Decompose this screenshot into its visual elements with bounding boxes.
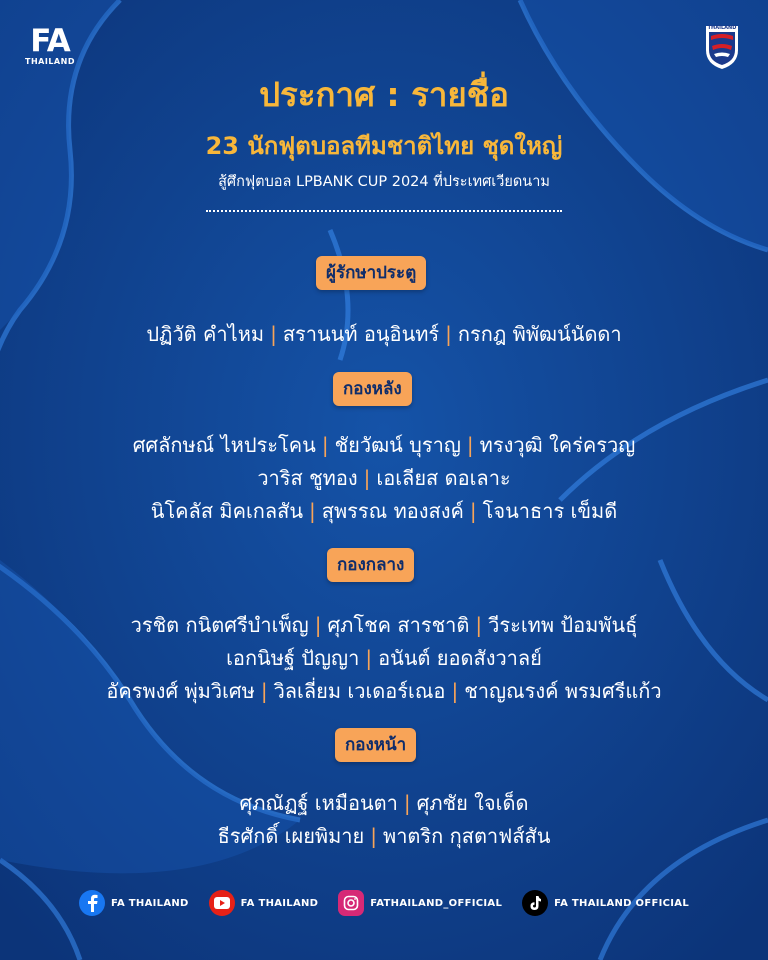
name-separator: |: [314, 613, 322, 637]
player-name: ศุภโชค สารชาติ: [327, 613, 470, 637]
player-name: ศุภชัย ใจเด็ด: [416, 791, 529, 815]
facebook-label: FA THAILAND: [111, 897, 189, 909]
player-name: สุพรรณ ทองสงค์: [321, 499, 464, 523]
name-separator: |: [403, 791, 411, 815]
player-name: วาริส ชูทอง: [257, 466, 358, 490]
tournament-tagline: สู้ศึกฟุตบอล LPBANK CUP 2024 ที่ประเทศเวียดนาม: [218, 174, 550, 190]
fa-logo-subtext: THAILAND: [25, 57, 75, 66]
defenders-line-3: [0, 498, 768, 524]
midfielders-badge: กองกลาง: [327, 548, 414, 582]
name-separator: |: [363, 466, 371, 490]
youtube-label: FA THAILAND: [240, 897, 319, 909]
goalkeepers-line-1: [0, 321, 768, 347]
player-name: โจนาธาร เข็มดี: [482, 499, 618, 523]
forwards-line-2: [0, 823, 768, 849]
name-separator: |: [365, 646, 373, 670]
player-name: ศุภณัฏฐ์ เหมือนตา: [239, 791, 398, 815]
player-name: เอเลียส ดอเลาะ: [376, 466, 511, 490]
defenders-line-2: [0, 465, 768, 491]
page-title: ประกาศ : รายชื่อ: [259, 75, 509, 114]
forwards-badge: กองหน้า: [335, 728, 416, 762]
player-name: วิลเลี่ยม เวเดอร์เณอ: [273, 679, 446, 703]
player-name: พาตริก กุสตาฟส์สัน: [383, 824, 551, 848]
instagram-label: FATHAILAND_OFFICIAL: [370, 897, 503, 909]
fa-thailand-logo: [24, 23, 76, 66]
name-separator: |: [466, 433, 474, 457]
player-name: วรชิต กนิตศรีบำเพ็ญ: [130, 613, 309, 637]
crest-label: THAILAND: [707, 25, 737, 31]
player-name: กรกฎ พิพัฒน์นัดดา: [457, 322, 622, 346]
midfielders-line-2: [0, 645, 768, 671]
player-name: ปฏิวัติ คำไหม: [146, 322, 265, 346]
midfielders-line-3: [0, 678, 768, 704]
tiktok-link[interactable]: [522, 890, 689, 916]
name-separator: |: [370, 824, 378, 848]
page-subtitle: 23 นักฟุตบอลทีมชาติไทย ชุดใหญ่: [205, 132, 563, 160]
name-separator: |: [445, 322, 452, 346]
midfielders-line-1: [0, 612, 768, 638]
name-separator: |: [260, 679, 268, 703]
player-name: ชัยวัฒน์ บุราญ: [334, 433, 461, 457]
player-name: อัครพงศ์ พุ่มวิเศษ: [106, 679, 255, 703]
instagram-link[interactable]: [338, 890, 502, 916]
player-name: อนันต์ ยอดสังวาลย์: [378, 646, 542, 670]
name-separator: |: [321, 433, 329, 457]
name-separator: |: [475, 613, 483, 637]
name-separator: |: [451, 679, 459, 703]
youtube-icon: [209, 890, 235, 916]
dotted-divider: [206, 210, 562, 212]
tiktok-label: FA THAILAND OFFICIAL: [554, 897, 689, 909]
player-name: นิโคลัส มิคเกลสัน: [150, 499, 304, 523]
forwards-line-1: [0, 790, 768, 816]
player-name: วีระเทพ ป้อมพันธุ์: [488, 613, 638, 637]
tiktok-icon: [522, 890, 548, 916]
youtube-link[interactable]: [209, 890, 319, 916]
player-name: สรานนท์ อนุอินทร์: [282, 322, 440, 346]
instagram-icon: [338, 890, 364, 916]
player-name: ทรงวุฒิ ใคร่ครวญ: [479, 433, 636, 457]
facebook-link[interactable]: [79, 890, 189, 916]
name-separator: |: [469, 499, 477, 523]
fa-logo-text: FA: [30, 23, 70, 59]
player-name: เอกนิษฐ์ ปัญญา: [226, 646, 360, 670]
player-name: ธีรศักดิ์ เผยพิมาย: [217, 824, 365, 848]
goalkeepers-badge: ผู้รักษาประตู: [316, 256, 426, 290]
name-separator: |: [270, 322, 277, 346]
facebook-icon: [79, 890, 105, 916]
defenders-badge: กองหลัง: [333, 372, 412, 406]
player-name: ชาญณรงค์ พรมศรีแก้ว: [464, 679, 662, 703]
name-separator: |: [309, 499, 316, 523]
thailand-crest-icon: [702, 22, 742, 70]
defenders-line-1: [0, 432, 768, 458]
social-footer: [0, 890, 768, 916]
player-name: ศศลักษณ์ ไหประโคน: [132, 433, 316, 457]
